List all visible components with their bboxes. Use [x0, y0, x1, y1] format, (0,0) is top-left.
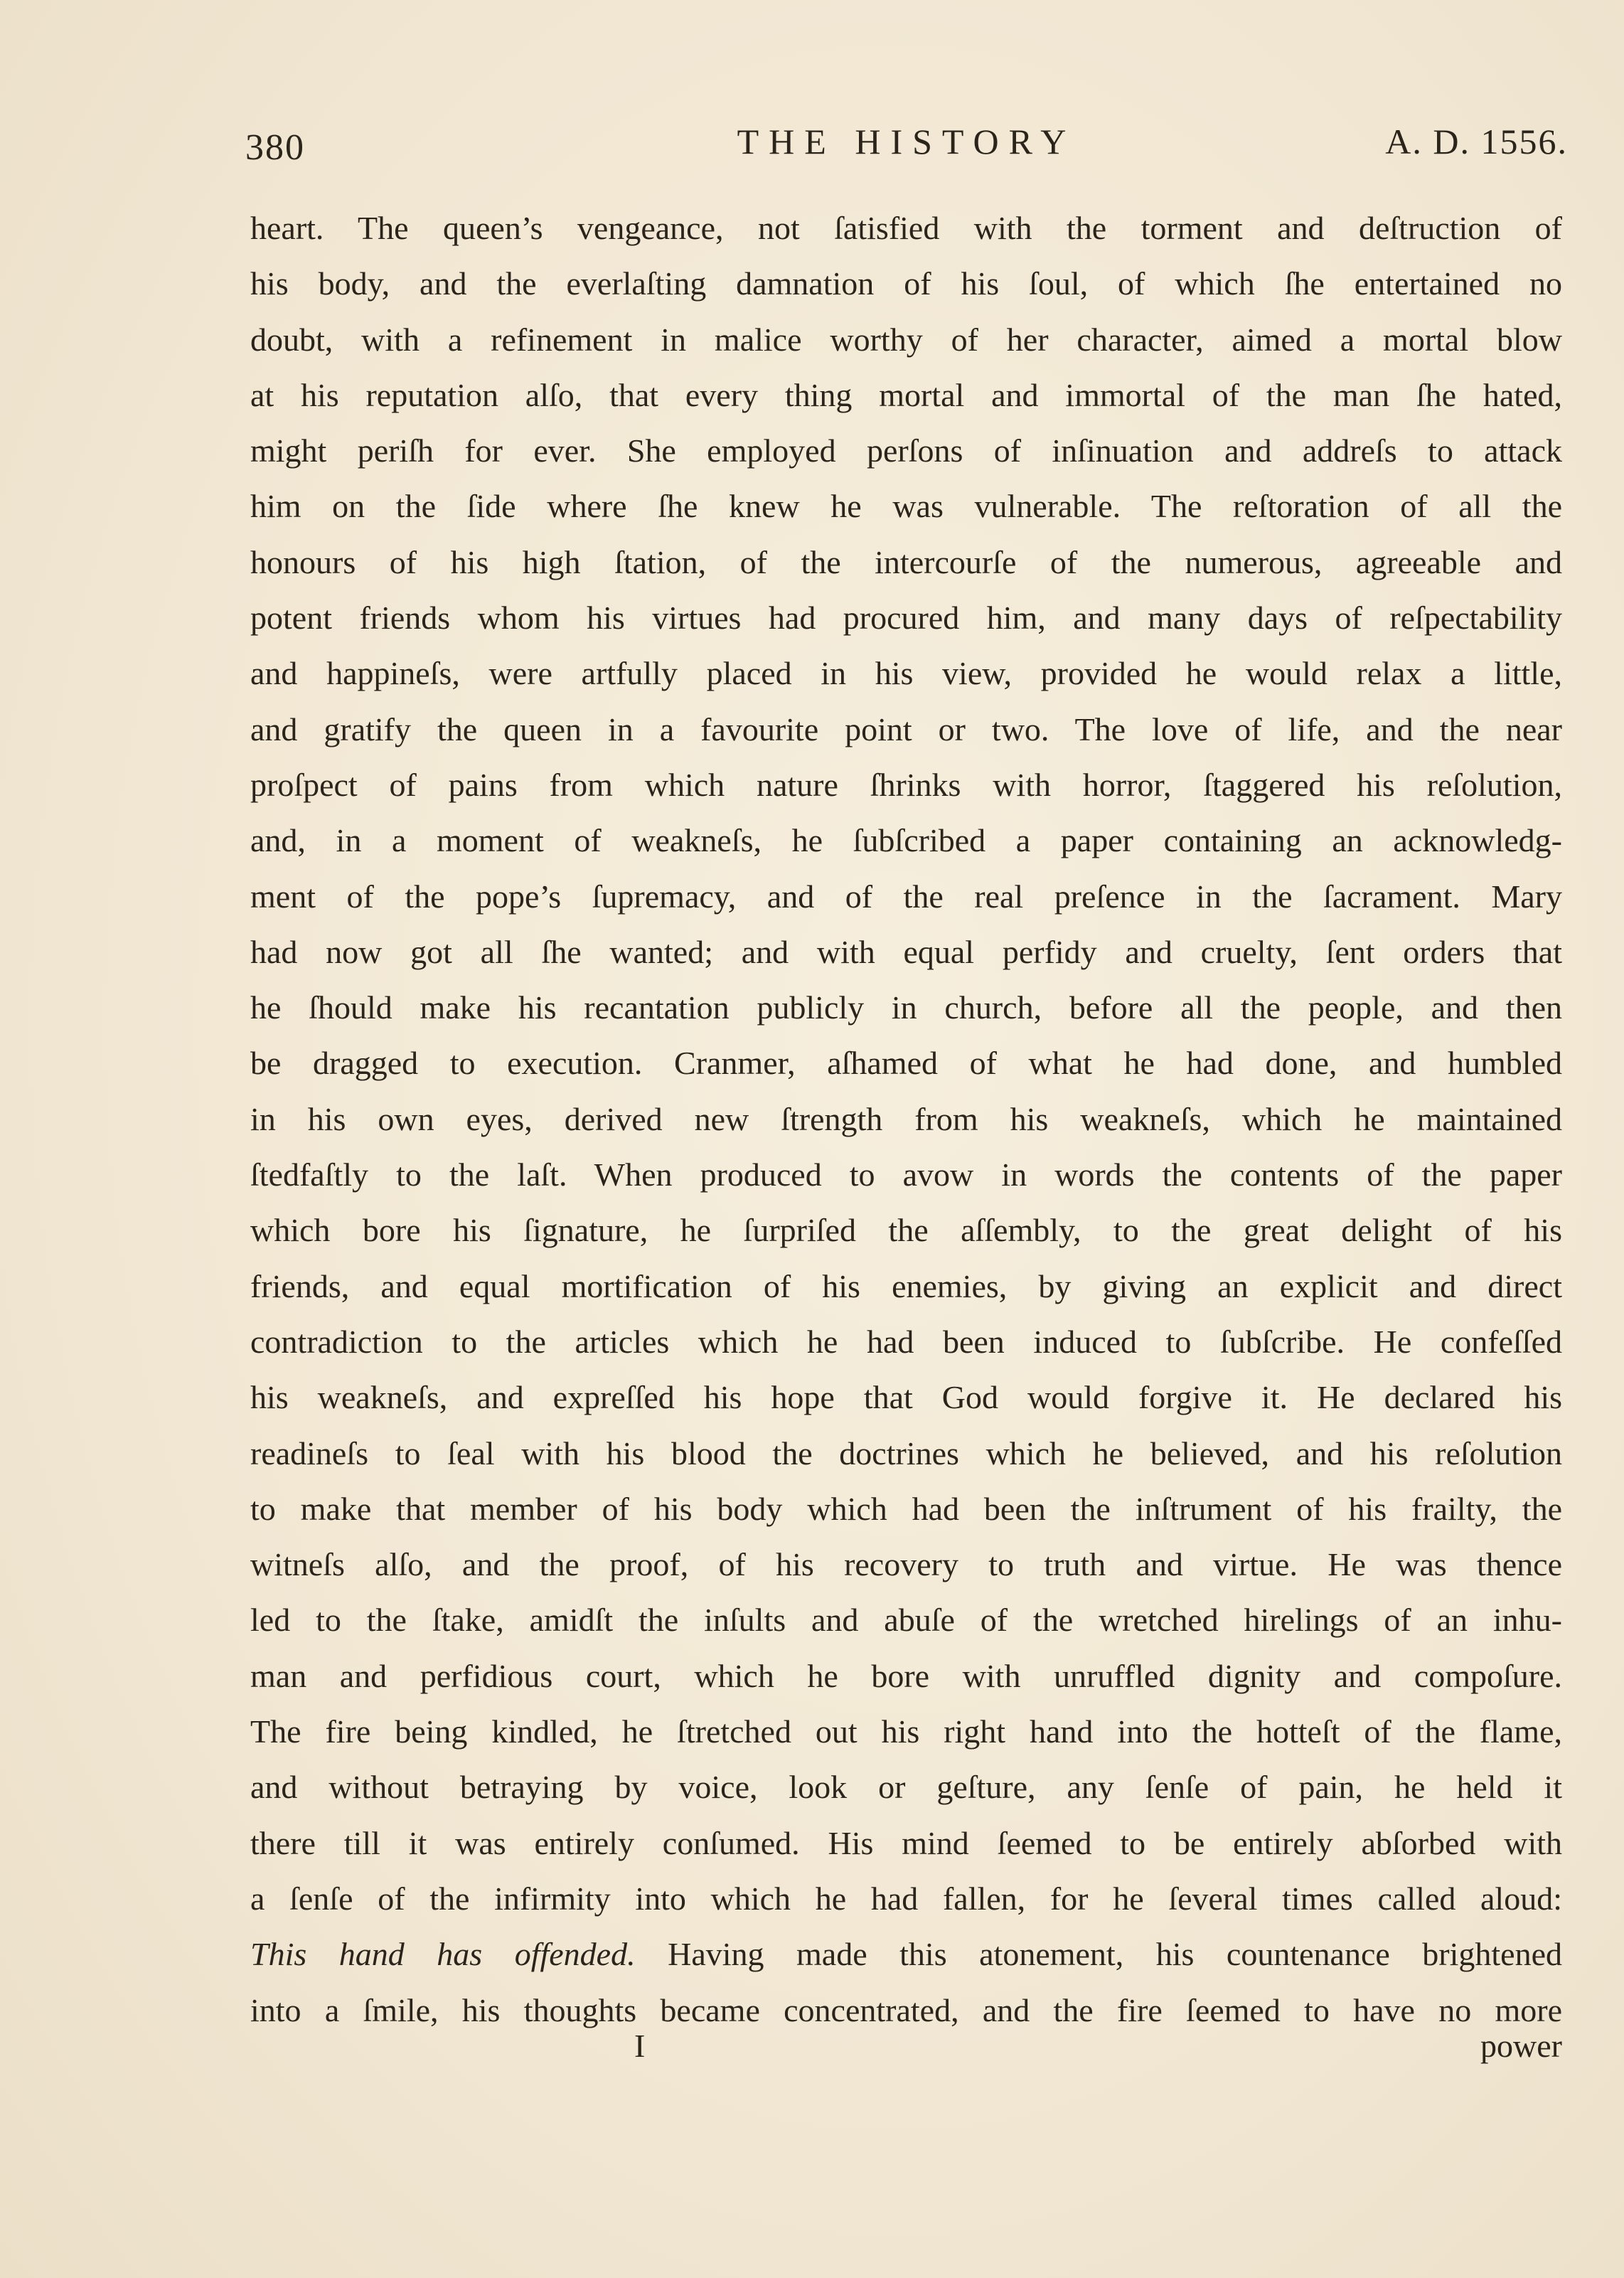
text-line: proſpect of pains from which nature ſhrinks with horror, ſtaggered his reſolution,	[250, 766, 1562, 803]
text-line: he ſhould make his recantation publicly in church, before all the people, and then	[250, 989, 1562, 1026]
text-line: in his own eyes, derived new ſtrength from his weakneſs, which he maintained	[250, 1100, 1562, 1137]
text-line: at his reputation alſo, that every thing mortal and immortal of the man ſhe hated,	[250, 376, 1562, 413]
text-line: friends, and equal mortification of his enemies, by giving an explicit and direct	[250, 1267, 1562, 1304]
catchword: power	[1480, 2028, 1562, 2064]
page-footer	[250, 2027, 1562, 2077]
text-line: and happineſs, were artfully placed in his view, provided he would relax a little,	[250, 655, 1562, 692]
text-line: there till it was entirely conſumed. His mind ſeemed to be entirely abſorbed with	[250, 1824, 1562, 1861]
text-line: led to the ſtake, amidſt the inſults and abuſe of the wretched hirelings of an inhu-	[250, 1602, 1562, 1639]
text-line: a ſenſe of the infirmity into which he had fallen, for he ſeveral times called aloud:	[250, 1880, 1562, 1917]
text-line: readineſs to ſeal with his blood the doctrines which he believed, and his reſolution	[250, 1435, 1562, 1471]
text-line: and, in a moment of weakneſs, he ſubſcribed a paper containing an acknowledg-	[250, 822, 1562, 859]
text-line: doubt, with a refinement in malice worthy of her character, aimed a mortal blow	[250, 321, 1562, 358]
text-line: had now got all ſhe wanted; and with equal perfidy and cruelty, ſent orders that	[250, 933, 1562, 970]
text-line: ſtedfaſtly to the laſt. When produced to avow in words the contents of the paper	[250, 1156, 1562, 1193]
page-number: 380	[245, 127, 305, 168]
text-line: contradiction to the articles which he had been induced to ſubſcribe. He confeſſed	[250, 1323, 1562, 1360]
text-line: to make that member of his body which had been the inſtrument of his frailty, the	[250, 1490, 1562, 1527]
running-header	[245, 114, 1568, 171]
running-title: THE HISTORY	[737, 122, 1077, 161]
text-line: him on the ſide where ſhe knew he was vulnerable. The reſtoration of all the	[250, 488, 1562, 525]
text-line: which bore his ſignature, he ſurpriſed the aſſembly, to the great delight of his	[250, 1212, 1562, 1249]
signature-mark: I	[634, 2028, 646, 2064]
year-marker: A. D. 1556.	[1385, 122, 1568, 161]
text-line: his weakneſs, and expreſſed his hope that God would forgive it. He declared his	[250, 1379, 1562, 1416]
text-line: and gratify the queen in a favourite point or two. The love of life, and the near	[250, 710, 1562, 747]
italic-line-rest: Having made this atonement, his countenance brightened	[635, 1936, 1562, 1973]
text-line: his body, and the everlaſting damnation of his ſoul, of which ſhe entertained no	[250, 265, 1562, 302]
italic-quote: This hand has offended.	[250, 1936, 636, 1973]
text-line: potent friends whom his virtues had procured him, and many days of reſpectability	[250, 600, 1562, 637]
text-line: man and perfidious court, which he bore with unruffled dignity and compoſure.	[250, 1657, 1562, 1694]
text-line: be dragged to execution. Cranmer, aſhamed of what he had done, and humbled	[250, 1045, 1562, 1082]
italic-quote-line	[250, 1927, 1562, 1982]
text-line: heart. The queen’s vengeance, not ſatisfied with the torment and deſtruction of	[250, 210, 1562, 246]
text-line: The fire being kindled, he ſtretched out his right hand into the hotteſt of the flame,	[250, 1713, 1562, 1750]
text-line: might periſh for ever. She employed perſons of inſinuation and addreſs to attack	[250, 432, 1562, 469]
text-line: ment of the pope’s ſupremacy, and of the real preſence in the ſacrament. Mary	[250, 878, 1562, 915]
final-text-line: into a ſmile, his thoughts became concentrated, and the fire ſeemed to have no more	[250, 1991, 1562, 2028]
text-line: and without betraying by voice, look or geſture, any ſenſe of pain, he held it	[250, 1769, 1562, 1806]
body-text	[250, 201, 1562, 2038]
text-line: witneſs alſo, and the proof, of his recovery to truth and virtue. He was thence	[250, 1546, 1562, 1583]
text-line: honours of his high ſtation, of the intercourſe of the numerous, agreeable and	[250, 543, 1562, 580]
